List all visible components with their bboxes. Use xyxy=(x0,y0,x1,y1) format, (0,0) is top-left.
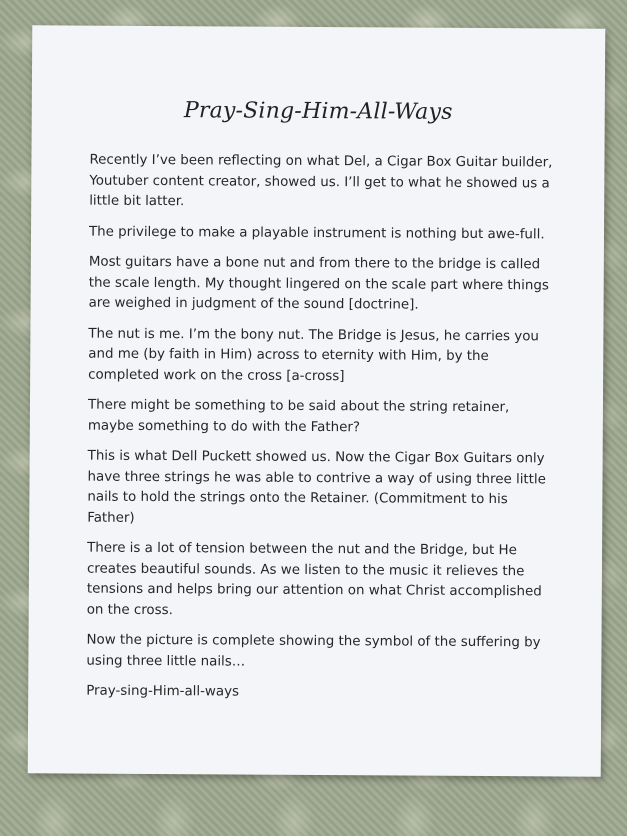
document-body xyxy=(86,151,559,715)
paper-sheet xyxy=(28,25,606,776)
paragraph: Now the picture is complete showing the symbol of the suffering by using three little nails… xyxy=(86,632,541,670)
paragraph: Recently I’ve been reflecting on what Del, a Cigar Box Guitar builder, Youtuber content creator, showed us. I’ll get to what he showed us a little bit latter. xyxy=(89,152,553,210)
paragraph: The nut is me. I’m the bony nut. The Bridge is Jesus, he carries you and me (by faith in Him) across to eternity with Him, by the completed work on the cross [a-cross] xyxy=(88,326,539,384)
paragraph: There is a lot of tension between the nut and the Bridge, but He creates beautiful sounds. As we listen to the music it relieves the tensions and helps bring our attention on what Christ accomplished on the cross. xyxy=(86,540,542,618)
document-title: Pray-Sing-Him-All-Ways xyxy=(183,98,453,125)
paragraph: This is what Dell Puckett showed us. Now the Cigar Box Guitars only have three strings he was able to contrive a way of using three little nails to hold the strings onto the Retainer. (Commitment to his Father) xyxy=(87,448,546,526)
paragraph: Most guitars have a bone nut and from there to the bridge is called the scale length. My thought lingered on the scale part where things are weighed in judgment of the sound [doctrine]. xyxy=(88,254,549,313)
paragraph: The privilege to make a playable instrument is nothing but awe-full. xyxy=(88,224,545,242)
closing-line: Pray-sing-Him-all-ways xyxy=(86,683,240,700)
paragraph: There might be something to be said about the string retainer, maybe something to do with the Father? xyxy=(87,397,510,435)
